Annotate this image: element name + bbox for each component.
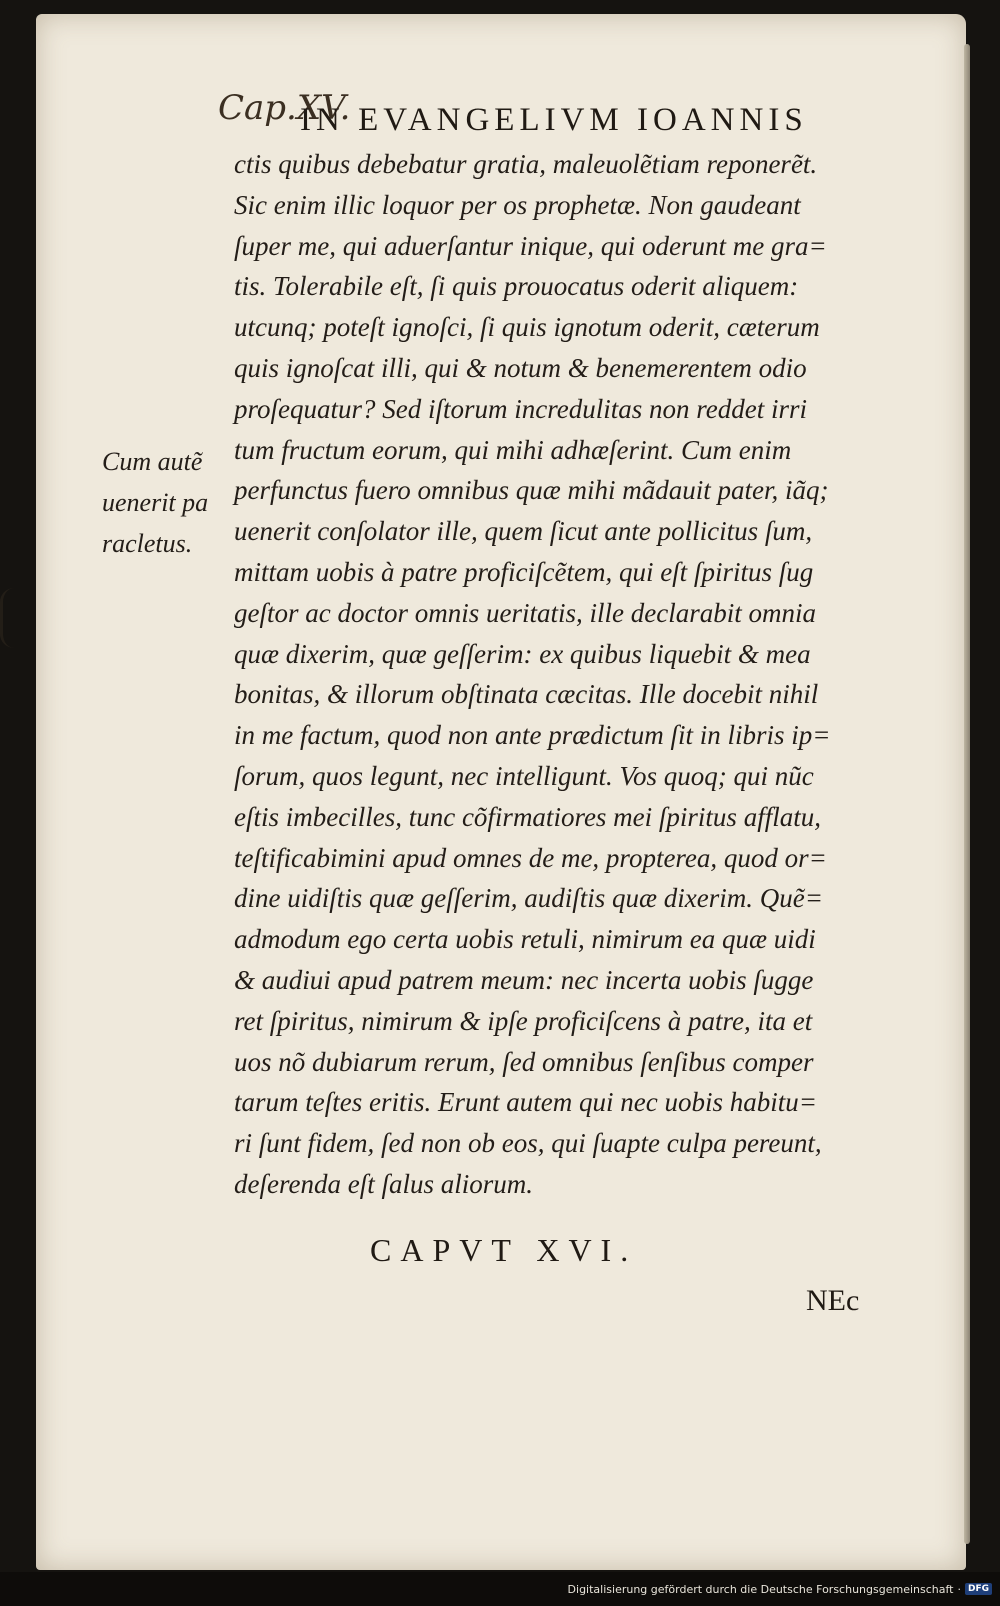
- chapter-heading: CAPVT XVI.: [370, 1232, 638, 1268]
- binding-mark: [0, 588, 27, 648]
- text-line: ſuper me, qui aduerſantur inique, qui oderunt me gra=: [234, 230, 827, 261]
- text-line: mittam uobis à patre proficiſcẽtem, qui eſt ſpiritus ſug: [234, 556, 814, 587]
- text-line: eſtis imbecilles, tunc cõfirmatiores mei ſpiritus afflatu,: [234, 801, 821, 832]
- text-line: quæ dixerim, quæ geſſerim: ex quibus liquebit & mea: [234, 638, 811, 669]
- text-line: teſtificabimini apud omnes de me, propterea, quod or=: [234, 842, 827, 873]
- page-edge: [964, 44, 970, 1544]
- text-line: uos nõ dubiarum rerum, ſed omnibus ſenſibus comper: [234, 1046, 814, 1077]
- catchword: NEc: [806, 1284, 860, 1317]
- text-line: tum fructum eorum, qui mihi adhæſerint. Cum enim: [234, 434, 792, 465]
- dfg-logo-icon: DFG: [965, 1583, 992, 1595]
- margin-note-line: Cum autẽ: [102, 447, 203, 476]
- text-line: dine uidiſtis quæ geſſerim, audiſtis quæ dixerim. Quẽ=: [234, 883, 823, 914]
- text-line: in me factum, quod non ante prædictum ſit in libris ip=: [234, 720, 831, 751]
- running-head: IN EVANGELIVM IOANNIS: [300, 102, 808, 138]
- text-line: ri ſunt fidem, ſed non ob eos, qui ſuapte culpa pereunt,: [234, 1128, 822, 1159]
- footer-credit: [568, 1574, 992, 1604]
- text-line: bonitas, & illorum obſtinata cæcitas. Ille docebit nihil: [234, 679, 819, 710]
- handwritten-chapter-note: Cap.XV.: [218, 88, 351, 128]
- text-line: tarum teſtes eritis. Erunt autem qui nec uobis habitu=: [234, 1087, 817, 1118]
- text-line: Sic enim illic loquor per os prophetæ. Non gaudeant: [234, 189, 801, 220]
- text-line: proſequatur? Sed iſtorum incredulitas non reddet irri: [234, 393, 807, 424]
- text-line: ſorum, quos legunt, nec intelligunt. Vos quoq; qui nũc: [234, 760, 814, 791]
- body-text: [234, 144, 880, 1205]
- text-line: ret ſpiritus, nimirum & ipſe proficiſcens à patre, ita et: [234, 1005, 813, 1036]
- text-line: quis ignoſcat illi, qui & notum & benemerentem odio: [234, 352, 807, 383]
- text-line: admodum ego certa uobis retuli, nimirum ea quæ uidi: [234, 924, 816, 955]
- text-line: perfunctus fuero omnibus quæ mihi mãdauit pater, iãq;: [234, 475, 829, 506]
- footer-credit-text: Digitalisierung gefördert durch die Deutsche Forschungsgemeinschaft: [567, 1582, 954, 1596]
- text-line: geſtor ac doctor omnis ueritatis, ille declarabit omnia: [234, 597, 816, 628]
- text-line: tis. Tolerabile eſt, ſi quis prouocatus oderit aliquem:: [234, 271, 799, 302]
- margin-note: [102, 442, 232, 564]
- text-line: uenerit conſolator ille, quem ſicut ante pollicitus ſum,: [234, 516, 813, 547]
- margin-note-line: uenerit pa: [102, 487, 209, 517]
- separator: ·: [957, 1582, 961, 1596]
- text-line: & audiui apud patrem meum: nec incerta uobis ſugge: [234, 964, 814, 995]
- margin-note-line: racletus.: [102, 528, 193, 558]
- text-line: utcunq; poteſt ignoſci, ſi quis ignotum oderit, cæterum: [234, 312, 820, 343]
- text-line: deſerenda eſt ſalus aliorum.: [234, 1168, 533, 1199]
- text-line: ctis quibus debebatur gratia, maleuolẽtiam reponerẽt.: [234, 149, 818, 179]
